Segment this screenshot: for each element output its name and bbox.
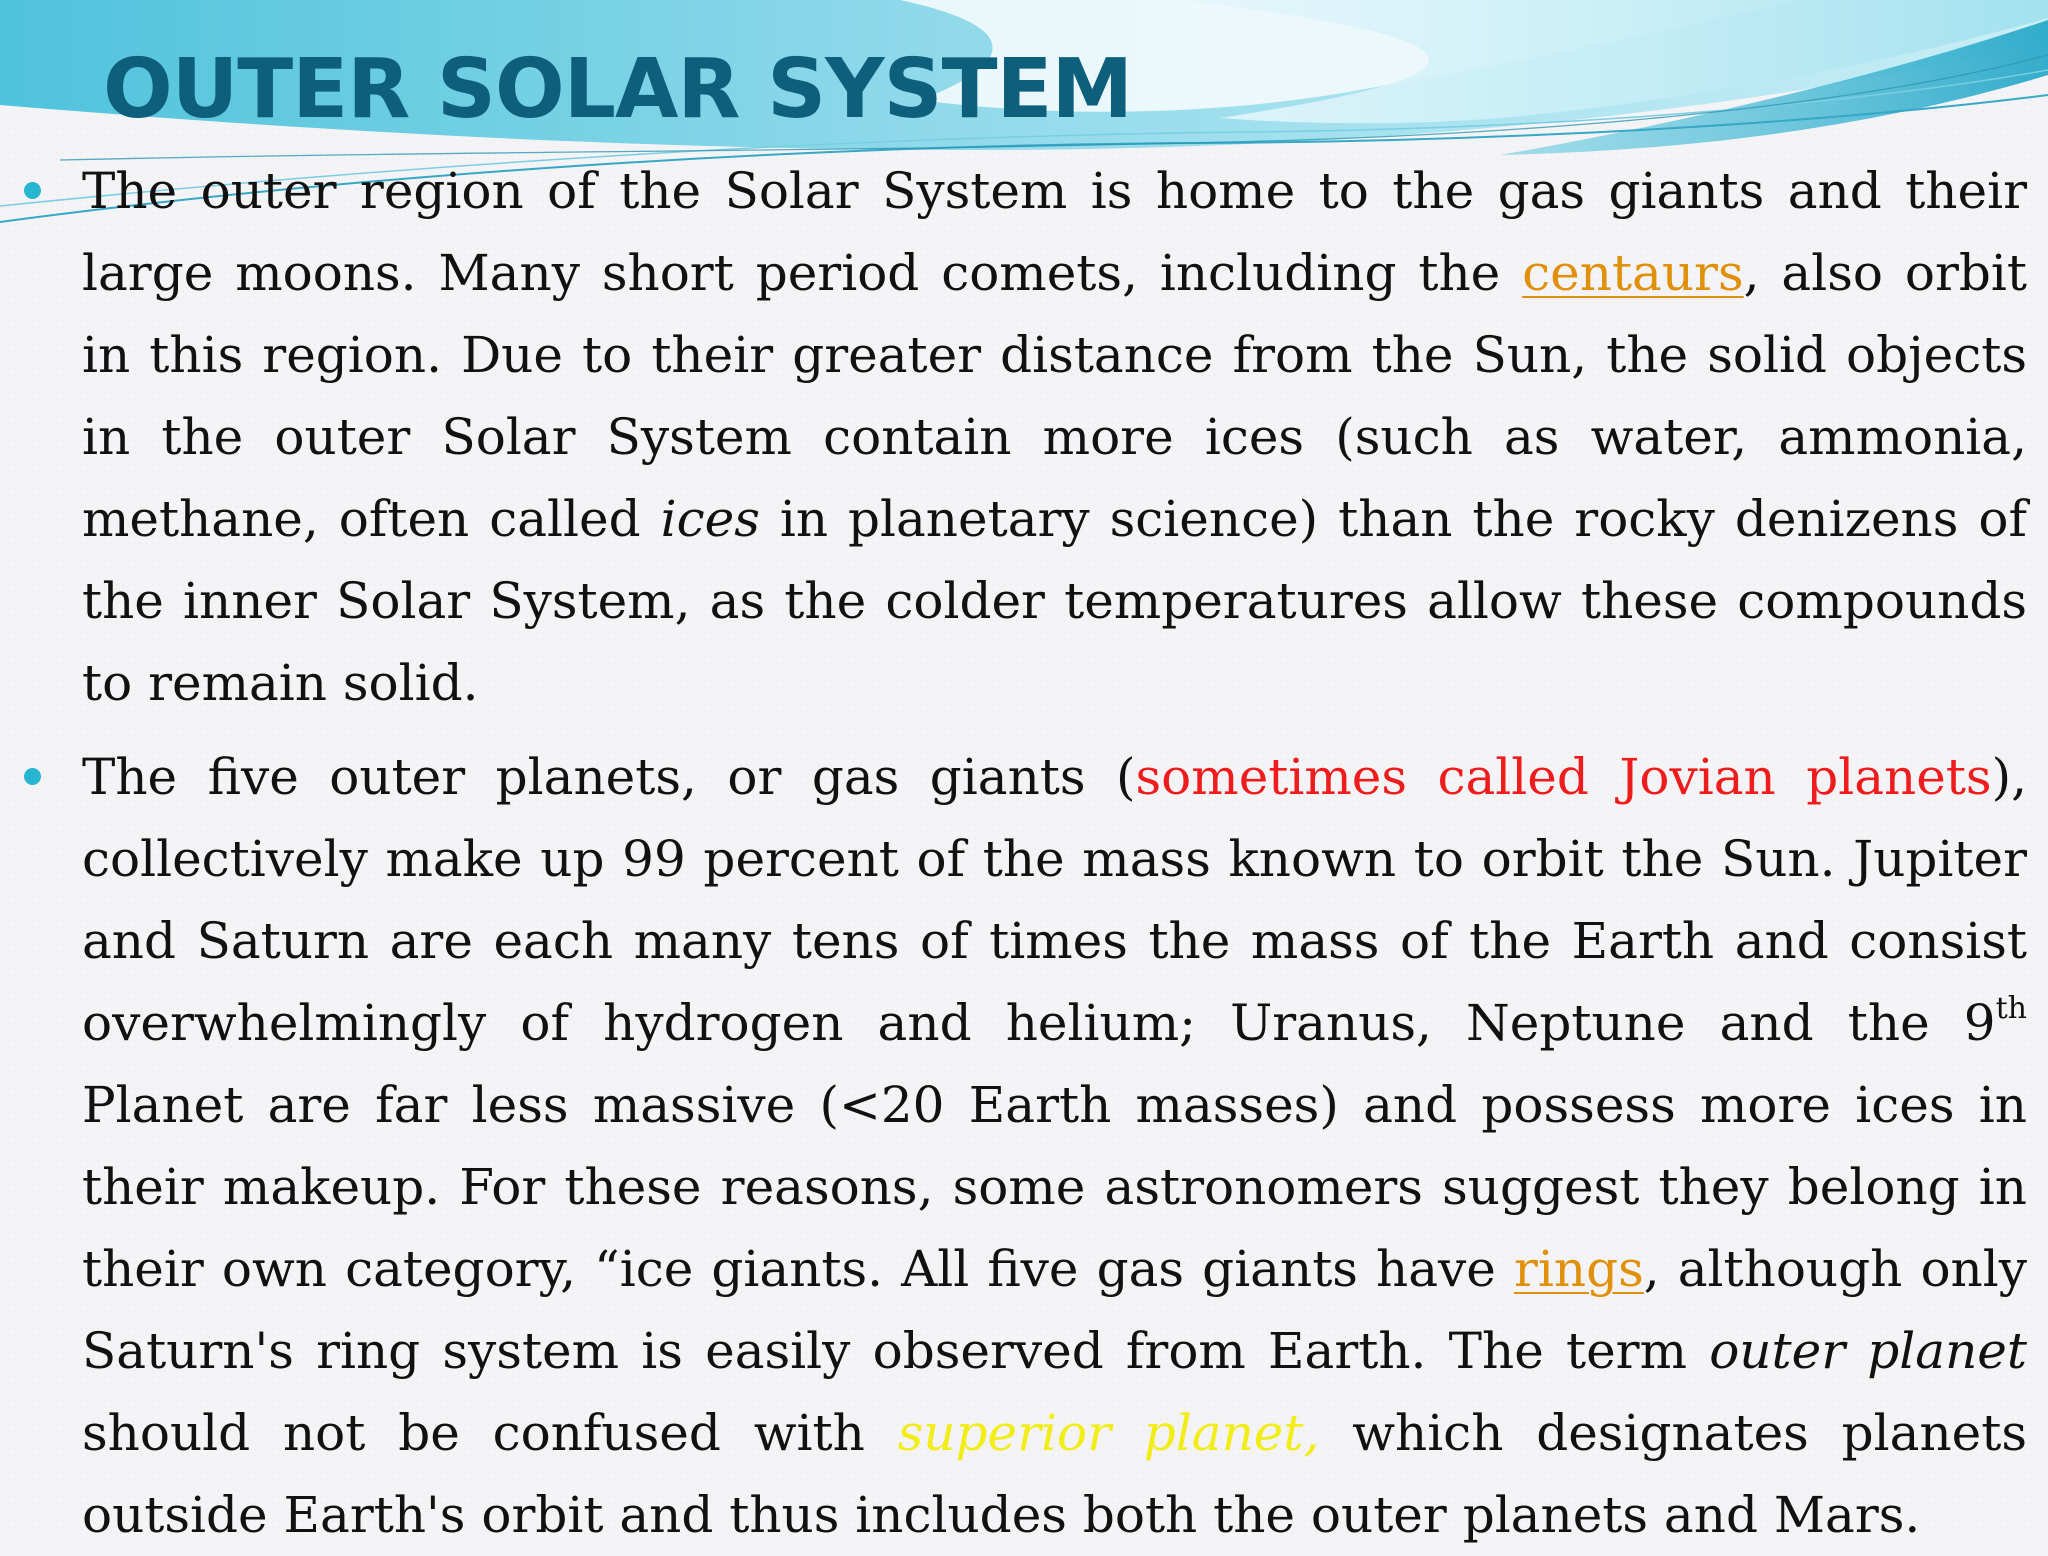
bullet-text: , although only Saturn's ring system is easily observed from Earth. The term — [82, 1240, 2027, 1380]
yellow-highlight-superior-planet: superior planet, — [897, 1404, 1320, 1462]
bullet-item-outer-region — [82, 150, 2027, 724]
red-highlight-jovian: sometimes called Jovian planets — [1135, 748, 1992, 806]
bullet-text: The outer region of the Solar System is home to the gas giants and their large moons. Many short period comets, including the — [82, 162, 2027, 302]
bullet-text: Planet are far less massive (<20 Earth masses) and possess more ices in their makeup. For these reasons, some astronomers suggest they belong in their own category, “ice giants. All five gas giants have — [82, 1076, 2027, 1298]
bullet-text: in planetary science) than the rocky denizens of the inner Solar System, as the colder temperatures allow these compounds to remain solid. — [82, 490, 2027, 712]
rings-link[interactable]: rings — [1513, 1240, 1644, 1298]
bullet-dot-icon — [24, 768, 41, 785]
bullet-text: ), collectively make up 99 percent of the mass known to orbit the Sun. Jupiter and Saturn are each many tens of times the mass of the Earth and consist overwhelmingly of hydrogen and helium; Uranus, Neptune and the 9 — [82, 748, 2027, 1052]
bullet-dot-icon — [24, 182, 41, 199]
italic-term-outer-planet: outer planet — [1709, 1322, 2027, 1380]
italic-term-ices: ices — [660, 490, 760, 548]
bullet-text: should not be confused with — [82, 1404, 898, 1462]
bullet-text: which designates planets outside Earth's orbit and thus includes both the outer planets and Mars. — [82, 1404, 2027, 1544]
bullet-text: The five outer planets, or gas giants ( — [82, 748, 1136, 806]
centaurs-link[interactable]: centaurs — [1522, 244, 1744, 302]
slide-body — [0, 150, 2048, 1556]
slide-title: OUTER SOLAR SYSTEM — [103, 42, 1133, 137]
superscript-th: th — [1995, 991, 2027, 1026]
bullet-text: , also orbit in this region. Due to their greater distance from the Sun, the solid objects in the outer Solar System contain more ices (such as water, ammonia, methane, often called — [82, 244, 2027, 548]
bullet-item-gas-giants — [82, 736, 2027, 1556]
